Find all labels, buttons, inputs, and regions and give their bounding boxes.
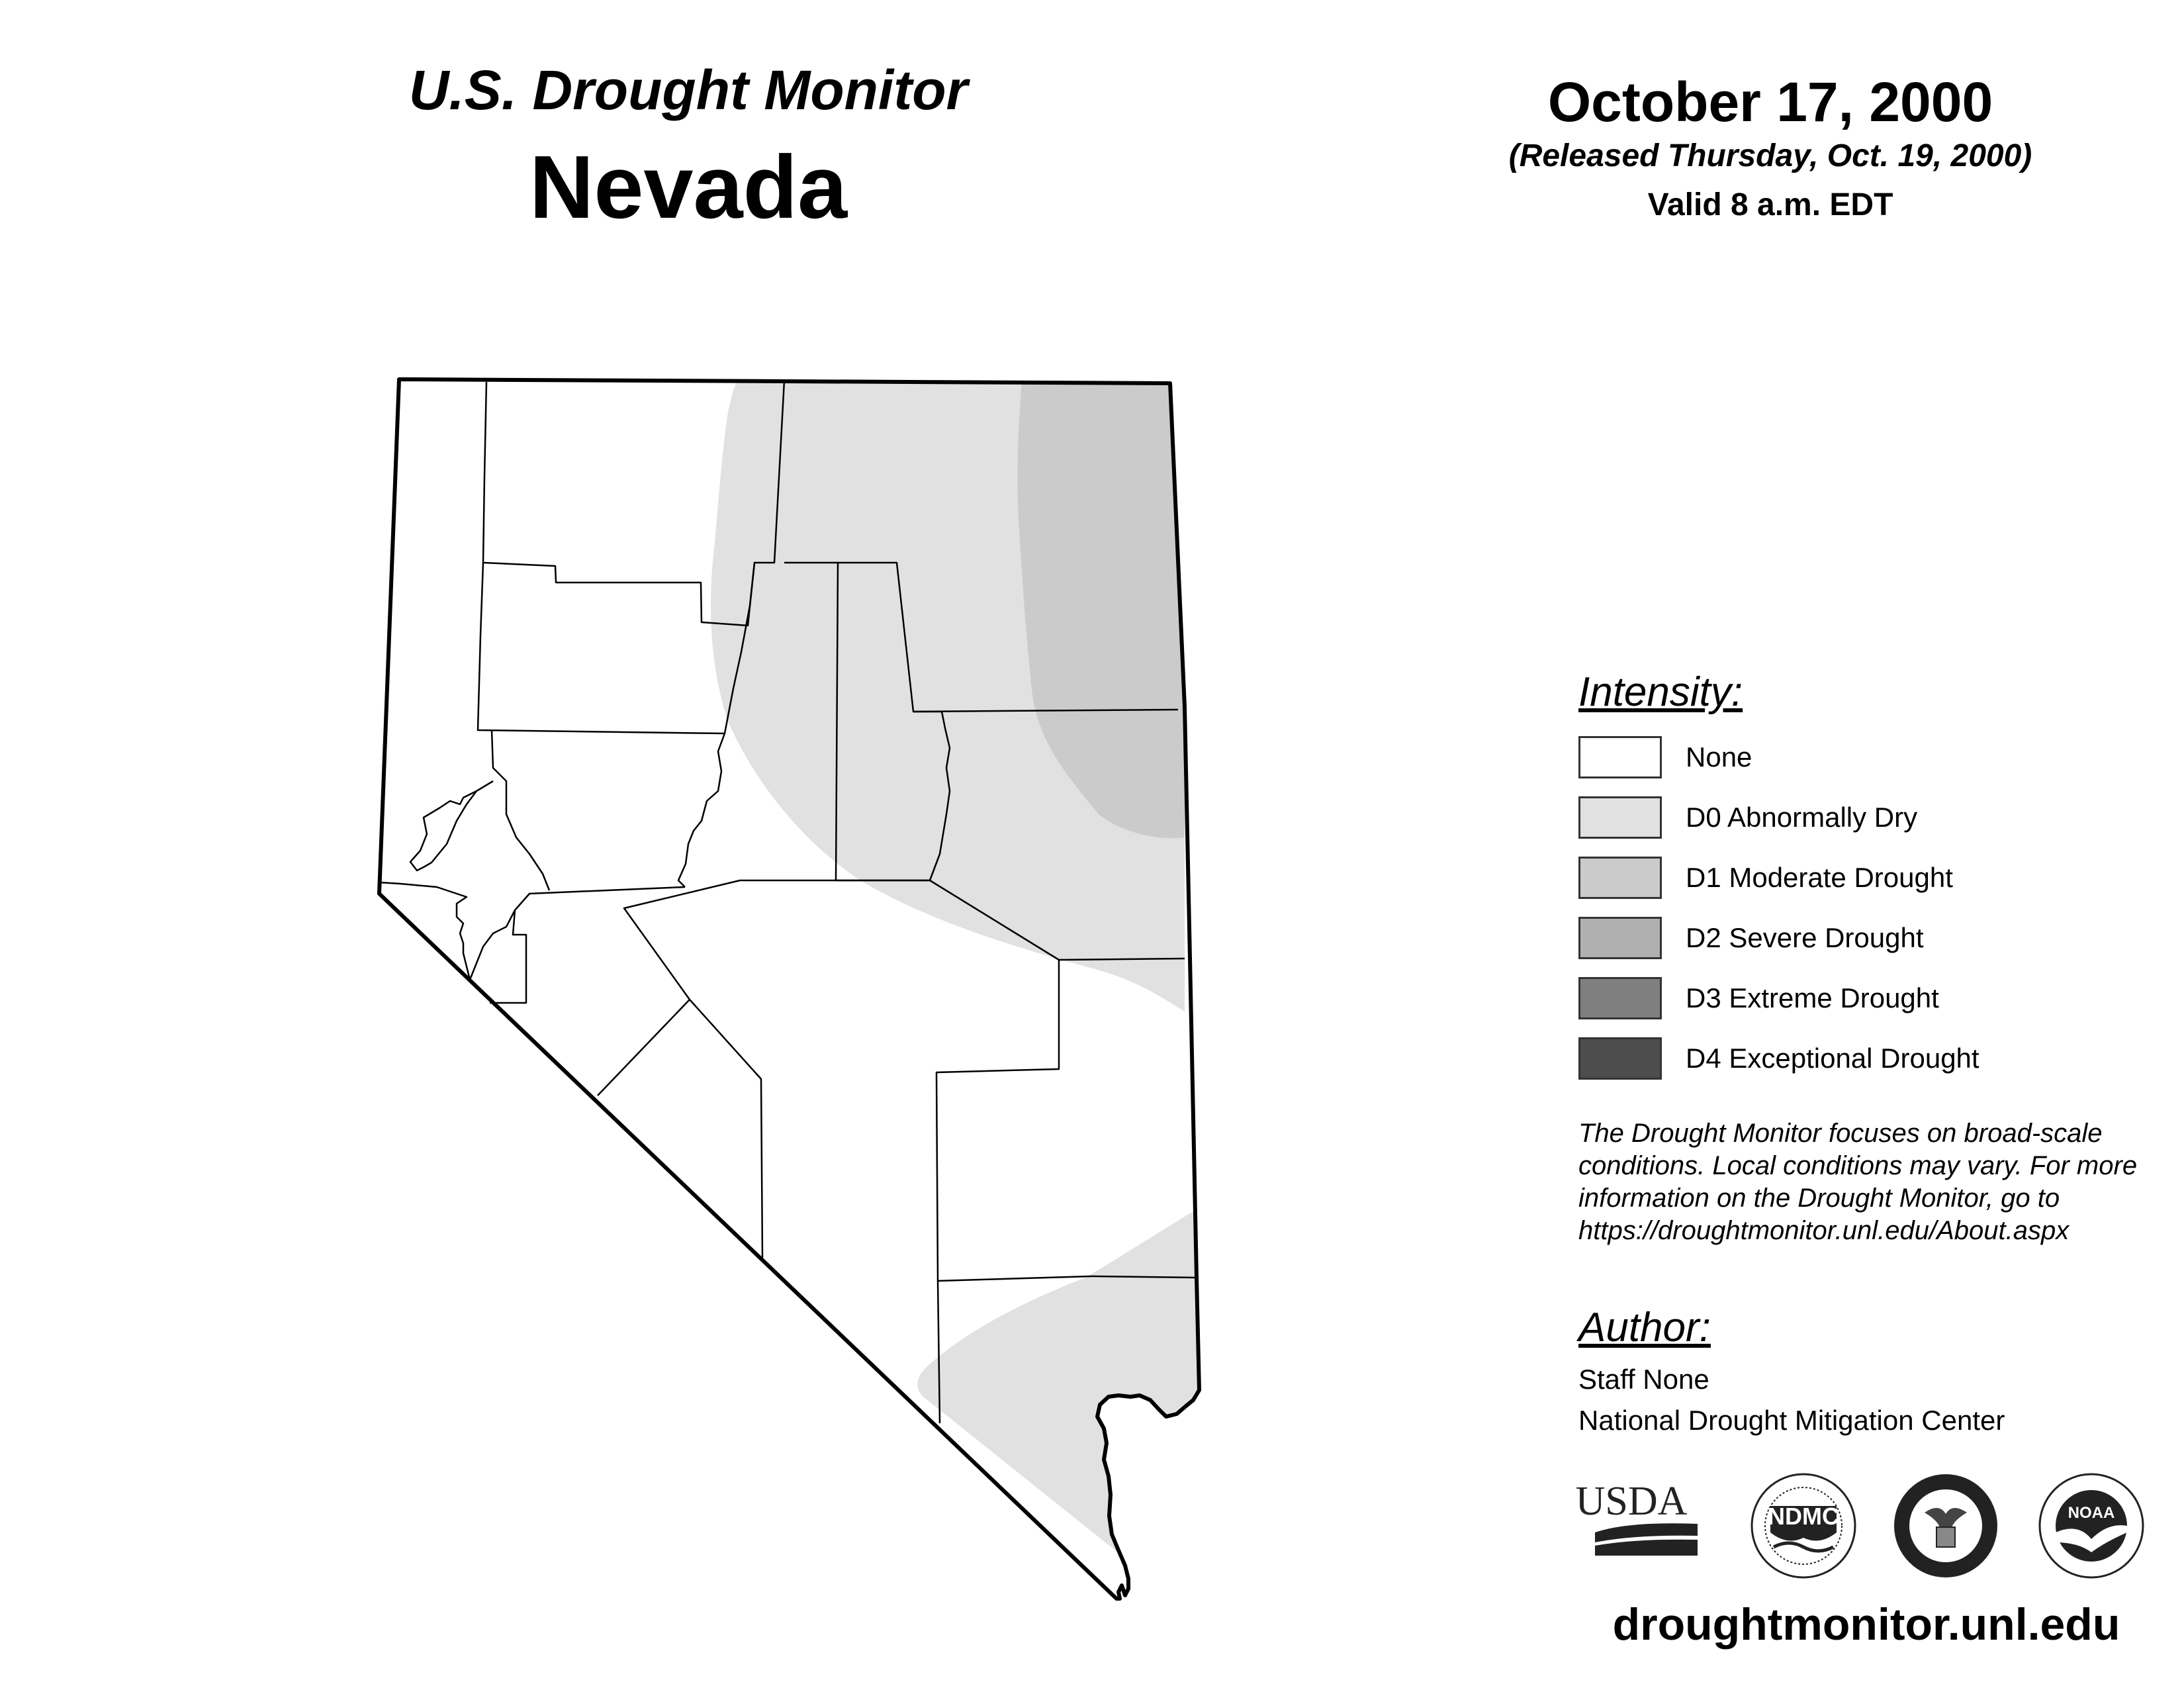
legend-swatch-d3 — [1578, 977, 1662, 1019]
legend-label: D0 Abnormally Dry — [1686, 802, 1918, 833]
ndmc-logo — [1752, 1474, 1855, 1577]
author-organization: National Drought Mitigation Center — [1578, 1405, 2005, 1436]
drought-areas — [711, 371, 1205, 1622]
legend-label: None — [1686, 741, 1752, 773]
usda-logo-text: USDA — [1575, 1479, 1688, 1524]
ndmc-logo-text: NDMC — [1768, 1503, 1839, 1530]
author-name: Staff None — [1578, 1364, 1709, 1395]
county-line — [678, 733, 725, 887]
legend — [1578, 736, 1979, 1098]
map-title: Nevada — [529, 137, 848, 237]
legend-label: D3 Extreme Drought — [1686, 982, 1939, 1013]
county-line — [492, 730, 549, 890]
legend-swatch-d0 — [1578, 796, 1662, 839]
county-line — [598, 1000, 690, 1096]
disclaimer-link[interactable]: https://droughtmonitor.unl.edu/About.aspx — [1578, 1216, 2070, 1245]
legend-swatch-none — [1578, 736, 1662, 778]
disclaimer-line: information on the Drought Monitor, go to — [1578, 1184, 2060, 1213]
usda-logo — [1576, 1479, 1698, 1556]
agency-logos — [1575, 1470, 2158, 1582]
disclaimer-line: conditions. Local conditions may vary. For more — [1578, 1151, 2138, 1180]
legend-label: D4 Exceptional Drought — [1686, 1043, 1979, 1074]
legend-swatch-d2 — [1578, 917, 1662, 959]
author-heading: Author: — [1578, 1305, 1711, 1350]
county-line — [410, 781, 493, 870]
legend-heading: Intensity: — [1578, 669, 1743, 715]
legend-item-d0 — [1578, 796, 1979, 857]
usda-hills — [1595, 1523, 1698, 1542]
county-line — [470, 910, 515, 980]
website-link[interactable]: droughtmonitor.unl.edu — [1612, 1599, 2120, 1650]
legend-item-d1 — [1578, 857, 1979, 917]
legend-item-d2 — [1578, 917, 1979, 977]
noaa-logo-text: NOAA — [2068, 1504, 2115, 1522]
legend-swatch-d4 — [1578, 1037, 1662, 1080]
map-date: October 17, 2000 — [1547, 71, 1993, 133]
legend-label: D1 Moderate Drought — [1686, 862, 1953, 893]
doc-seal-logo — [1894, 1474, 1997, 1577]
disclaimer — [1578, 1117, 2174, 1247]
legend-item-d4 — [1578, 1037, 1979, 1098]
legend-item-d3 — [1578, 977, 1979, 1037]
map-subtitle: U.S. Drought Monitor — [408, 59, 968, 121]
legend-swatch-d1 — [1578, 857, 1662, 899]
usda-hills — [1595, 1540, 1698, 1556]
disclaimer-line: The Drought Monitor focuses on broad-scale — [1578, 1119, 2103, 1148]
shield-icon — [1936, 1527, 1955, 1547]
release-date: (Released Thursday, Oct. 19, 2000) — [1508, 138, 2032, 173]
noaa-logo — [2040, 1474, 2143, 1577]
county-line — [624, 880, 930, 1258]
county-line — [478, 563, 725, 733]
legend-item-none — [1578, 736, 1979, 796]
valid-time: Valid 8 a.m. EDT — [1647, 187, 1893, 222]
county-line — [490, 887, 685, 1003]
legend-label: D2 Severe Drought — [1686, 922, 1924, 953]
